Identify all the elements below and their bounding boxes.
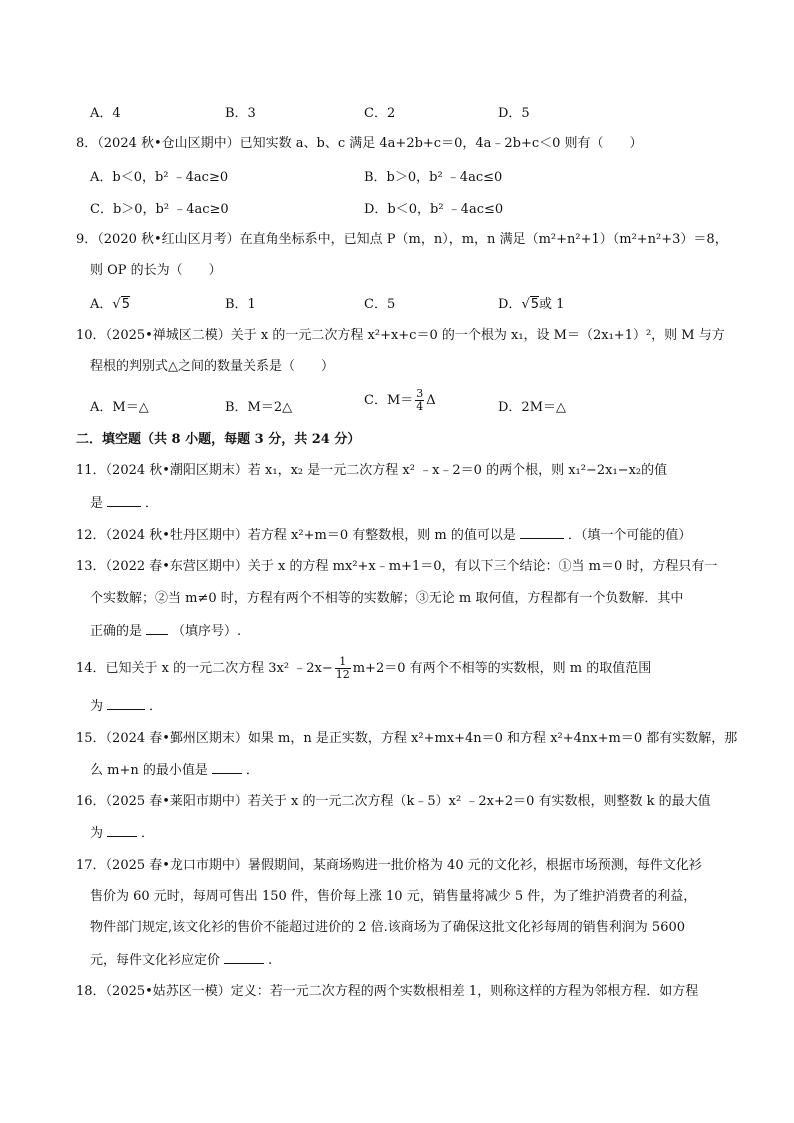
q14-line2-prefix: 为 — [90, 699, 104, 714]
q7-option-d: D．5 — [498, 106, 530, 121]
answer-blank[interactable] — [224, 950, 264, 964]
q14-prefix: 14．已知关于 x 的一元二次方程 3x² ﹣2x− — [76, 661, 333, 676]
q13-stem: 13．（2022 春•东营区期中）关于 x 的方程 mx²+x﹣m+1＝0，有以下三个结论：①当 m＝0 时，方程只有一 — [76, 559, 718, 574]
q13-stem-line3 — [90, 621, 724, 642]
q11-prefix: 是 — [90, 496, 104, 511]
answer-blank[interactable] — [520, 525, 564, 539]
fraction-numerator: 3 — [416, 387, 424, 400]
q10-stem: 10．（2025•禅城区二模）关于 x 的一元二次方程 x²+x+c＝0 的一个根为 x₁，设 M＝（2x₁+1）²，则 M 与方 — [76, 328, 725, 343]
q16-suffix: ． — [141, 826, 155, 841]
q9-option-b: B．1 — [225, 297, 256, 312]
q8-option-b: B．b＞0，b² ﹣4ac≤0 — [364, 170, 503, 185]
q15-prefix: 么 m+n 的最小值是 — [90, 763, 208, 778]
q14-line2-suffix: ． — [149, 699, 163, 714]
q17-stem-line3: 物件部门规定,该文化衫的售价不能超过进价的 2 倍.该商场为了确保这批文化衫每周的销售利润为 5600 — [90, 920, 686, 935]
answer-blank[interactable] — [107, 823, 137, 837]
q9-stem-line2: 则 OP 的长为（ ） — [90, 263, 222, 278]
answer-blank[interactable] — [107, 696, 145, 710]
q15-stem-line2 — [90, 760, 724, 781]
q9-option-c: C．5 — [364, 297, 396, 312]
q14-stem — [76, 656, 724, 681]
fraction-denominator: 4 — [416, 400, 424, 413]
q11-suffix: ． — [145, 496, 159, 511]
q8-stem: 8．（2024 秋•仓山区期中）已知实数 a、b、c 满足 4a+2b+c＝0，4a﹣2b+c＜0 则有（ ） — [76, 136, 643, 151]
q15-stem: 15．（2024 春•鄞州区期末）如果 m，n 是正实数，方程 x²+mx+4n＝0 和方程 x²+4nx+m＝0 都有实数解，那 — [76, 731, 738, 746]
q9-option-d — [498, 293, 564, 312]
sqrt-symbol: √5 — [521, 297, 540, 312]
q14-suffix: m+2＝0 有两个不相等的实数根，则 m 的取值范围 — [352, 661, 652, 676]
q10-stem-line2: 程根的判别式△之间的数量关系是（ ） — [90, 359, 334, 374]
q10-option-d: D．2M＝△ — [498, 400, 567, 415]
q18-stem: 18．（2025•姑苏区一模）定义：若一元二次方程的两个实数根相差 1，则称这样的方程为邻根方程．如方程 — [76, 984, 699, 999]
q16-prefix: 为 — [90, 826, 104, 841]
q8-option-a: A．b＜0，b² ﹣4ac≥0 — [90, 170, 229, 185]
fraction — [335, 656, 351, 681]
q9-stem: 9．（2020 秋•红山区月考）在直角坐标系中，已知点 P（m，n），m，n 满足（m²+n²+1）（m²+n²+3）＝8， — [76, 232, 728, 247]
q13-prefix: 正确的是 — [90, 624, 143, 639]
q9-option-a — [90, 293, 130, 312]
answer-blank[interactable] — [146, 621, 168, 635]
q17-stem: 17．（2025 春•龙口市期中）暑假期间，某商场购进一批价格为 40 元的文化衫，根据市场预测，每件文化衫 — [76, 858, 702, 873]
q10-option-c — [364, 388, 436, 413]
q16-stem: 16．（2025 春•莱阳市期中）若关于 x 的一元二次方程（k﹣5）x² ﹣2x+2＝0 有实数根，则整数 k 的最大值 — [76, 794, 711, 809]
q12-stem — [76, 525, 724, 546]
q10-option-c-prefix: C．M＝ — [364, 393, 414, 408]
q8-option-c: C．b＞0，b² ﹣4ac≥0 — [90, 202, 229, 217]
q9-option-d-suffix: 或 1 — [539, 297, 565, 312]
q10-option-b: B．M＝2△ — [225, 400, 293, 415]
q17-suffix: . — [268, 953, 273, 968]
q13-stem-line2: 个实数解；②当 m≠0 时，方程有两个不相等的实数解；③无论 m 取何值，方程都有一个负数解．其中 — [90, 591, 684, 606]
q7-option-b: B．3 — [225, 106, 256, 121]
q9-option-a-label: A． — [90, 297, 113, 312]
q7-option-c: C．2 — [364, 106, 396, 121]
q13-suffix: （填序号）. — [172, 624, 242, 639]
q11-stem: 11．（2024 秋•潮阳区期末）若 x₁，x₂ 是一元二次方程 x² ﹣x﹣2＝0 的两个根，则 x₁²−2x₁−x₂的值 — [76, 463, 668, 478]
q12-suffix: ．（填一个可能的值） — [567, 528, 692, 543]
q7-option-a: A．4 — [90, 106, 121, 121]
q9-option-d-label: D． — [498, 297, 522, 312]
q17-prefix: 元，每件文化衫应定价 — [90, 953, 221, 968]
q17-stem-line2: 售价为 60 元时，每周可售出 150 件，售价每上涨 10 元，销售量将减少 5 件，为了维护消费者的利益， — [90, 889, 697, 904]
section-title-fill-in: 二．填空题（共 8 小题，每题 3 分，共 24 分） — [76, 432, 361, 447]
q12-prefix: 12．（2024 秋•牡丹区期中）若方程 x²+m＝0 有整数根，则 m 的值可以是 — [76, 528, 516, 543]
q10-option-c-suffix: Δ — [426, 393, 436, 408]
q11-stem-line2 — [90, 493, 724, 514]
q16-stem-line2 — [90, 823, 724, 844]
fraction-denominator: 12 — [335, 668, 350, 681]
fraction — [415, 388, 424, 413]
q14-stem-line2 — [90, 696, 724, 717]
answer-blank[interactable] — [212, 760, 242, 774]
q8-option-d: D．b＜0，b² ﹣4ac≤0 — [364, 202, 504, 217]
fraction-numerator: 1 — [335, 656, 351, 669]
q9-option-d-radicand: 5 — [530, 297, 540, 312]
q10-option-a: A．M＝△ — [90, 400, 149, 415]
sqrt-symbol: √5 — [112, 297, 130, 312]
answer-blank[interactable] — [107, 493, 141, 507]
q15-suffix: ． — [245, 763, 259, 778]
q17-stem-line4 — [90, 950, 724, 971]
q9-option-a-radicand: 5 — [121, 297, 130, 312]
